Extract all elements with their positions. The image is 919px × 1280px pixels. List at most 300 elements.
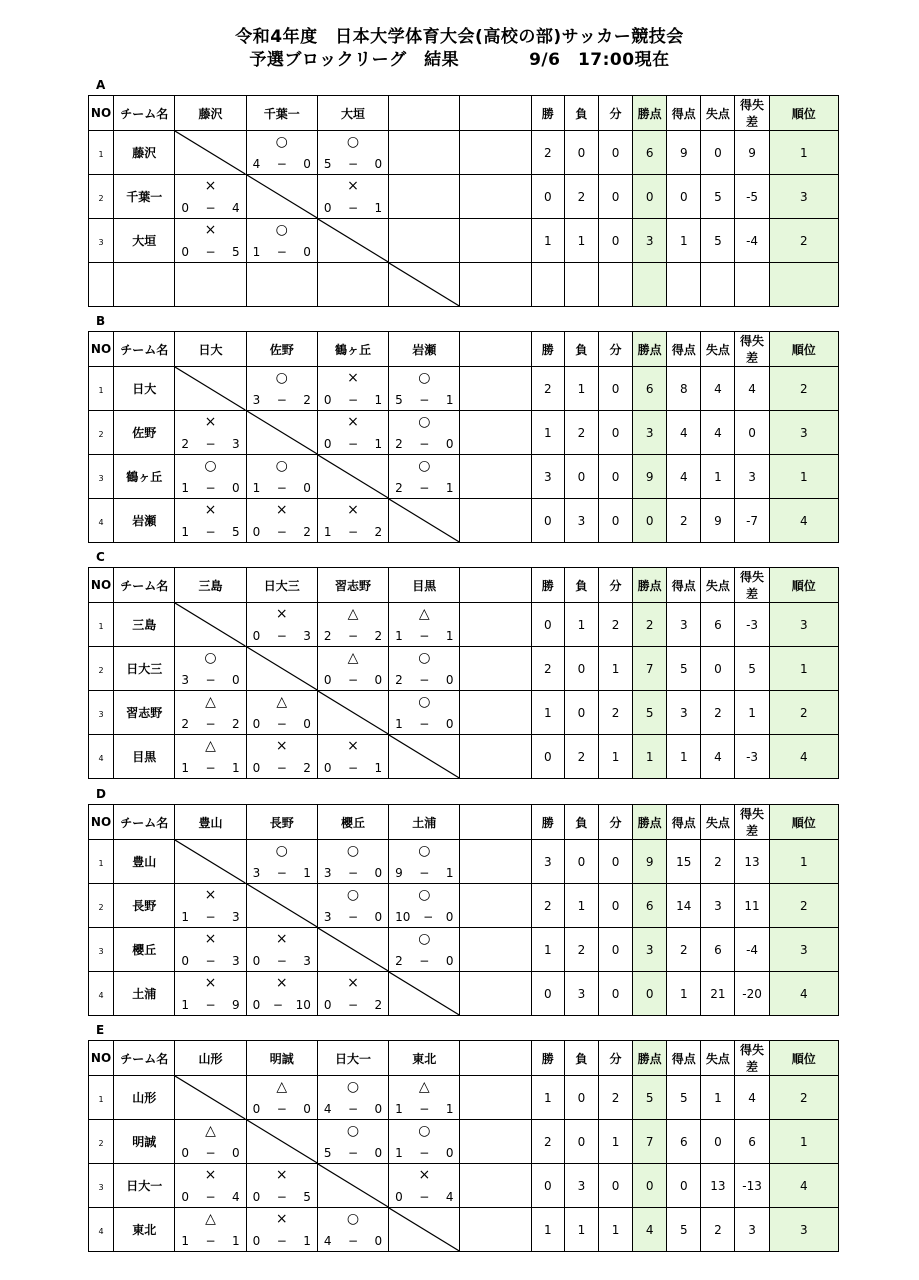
- row-number-text: 4: [98, 1226, 104, 1236]
- header-team: チーム名: [114, 1041, 175, 1076]
- losses: 0: [564, 131, 598, 175]
- score-for: 0: [252, 998, 261, 1012]
- match-result: [317, 411, 388, 455]
- result-mark: ×: [275, 502, 288, 518]
- self-match-cell: [389, 972, 460, 1016]
- goals-for: 5: [667, 647, 701, 691]
- losses: 1: [564, 367, 598, 411]
- team-name: 大垣: [114, 219, 175, 263]
- goals-for: 3: [667, 603, 701, 647]
- goals-for: 0: [667, 175, 701, 219]
- goal-difference: -4: [735, 928, 769, 972]
- header-draw: 分: [598, 805, 632, 840]
- team-name: 目黒: [114, 735, 175, 779]
- header-points: 勝点: [633, 96, 667, 131]
- header-row: [89, 332, 839, 367]
- wins: [531, 263, 564, 307]
- match-result: [389, 884, 460, 928]
- column-gap: [460, 691, 531, 735]
- goal-difference: -4: [735, 219, 769, 263]
- match-result: [317, 263, 388, 307]
- table-row: [89, 263, 839, 307]
- score-dash: −: [205, 481, 216, 495]
- score-for: 0: [252, 1102, 261, 1116]
- header-rank: 順位: [769, 805, 838, 840]
- header-goal-diff: 得失差: [735, 332, 769, 367]
- match-result: [175, 1208, 246, 1252]
- result-mark: △: [205, 1123, 216, 1139]
- team-name: 三島: [114, 603, 175, 647]
- goals-against: 4: [701, 367, 735, 411]
- score-against: 0: [374, 1146, 383, 1160]
- score-dash: −: [272, 998, 283, 1012]
- column-gap: [460, 972, 531, 1016]
- header-opponent: 藤沢: [175, 96, 246, 131]
- score-against: 1: [445, 629, 454, 643]
- match-result: [175, 691, 246, 735]
- goal-difference: 6: [735, 1120, 769, 1164]
- match-result: [317, 884, 388, 928]
- match-result: [389, 691, 460, 735]
- points: 0: [633, 499, 667, 543]
- match-result: [317, 647, 388, 691]
- losses: 2: [564, 928, 598, 972]
- diagonal-line: [389, 972, 459, 1015]
- match-result: [175, 735, 246, 779]
- self-match-cell: [317, 455, 388, 499]
- diagonal-line: [175, 131, 245, 174]
- table-row: [89, 175, 839, 219]
- table-row: [89, 972, 839, 1016]
- match-result: [246, 840, 317, 884]
- score-dash: −: [205, 437, 216, 451]
- points: 6: [633, 884, 667, 928]
- header-win: 勝: [531, 805, 564, 840]
- match-result: [175, 972, 246, 1016]
- match-score: [389, 718, 459, 731]
- score-against: 2: [303, 525, 311, 539]
- score-dash: −: [348, 866, 359, 880]
- self-match-cell: [175, 1076, 246, 1120]
- match-score: [389, 630, 459, 643]
- draws: 0: [598, 455, 632, 499]
- points: 9: [633, 455, 667, 499]
- score-against: 0: [303, 1102, 311, 1116]
- result-mark: ×: [204, 887, 217, 903]
- column-gap: [460, 499, 531, 543]
- team-name: 長野: [114, 884, 175, 928]
- column-gap: [460, 1076, 531, 1120]
- result-mark: ×: [204, 222, 217, 238]
- wins: 1: [531, 411, 564, 455]
- score-dash: −: [348, 1102, 359, 1116]
- row-number-text: 3: [98, 1182, 104, 1192]
- score-dash: −: [419, 1102, 430, 1116]
- table-row: [89, 499, 839, 543]
- self-match-cell: [246, 411, 317, 455]
- result-mark: ○: [418, 458, 431, 474]
- score-for: 1: [323, 525, 332, 539]
- rank: 4: [769, 499, 838, 543]
- table-row: [89, 603, 839, 647]
- header-rank: 順位: [769, 1041, 838, 1076]
- goal-difference: 3: [735, 1208, 769, 1252]
- score-for: 3: [252, 866, 261, 880]
- score-against: 0: [231, 673, 240, 687]
- wins: 2: [531, 1120, 564, 1164]
- column-gap: [460, 884, 531, 928]
- match-result: [389, 411, 460, 455]
- score-against: 0: [445, 954, 454, 968]
- match-result: [175, 499, 246, 543]
- result-mark: ○: [275, 222, 288, 238]
- goal-difference: -3: [735, 735, 769, 779]
- score-against: 0: [374, 157, 383, 171]
- draws: 2: [598, 603, 632, 647]
- losses: 0: [564, 1120, 598, 1164]
- header-no: NO: [89, 1041, 114, 1076]
- team-name: 土浦: [114, 972, 175, 1016]
- score-for: 1: [181, 1234, 189, 1248]
- row-number-text: 2: [98, 665, 104, 675]
- score-against: 0: [231, 1146, 240, 1160]
- goals-against: 0: [701, 131, 735, 175]
- result-mark: ×: [275, 738, 288, 754]
- score-dash: −: [348, 1146, 359, 1160]
- header-rank: 順位: [769, 332, 838, 367]
- match-result: [246, 131, 317, 175]
- diagonal-line: [175, 367, 245, 410]
- wins: 1: [531, 1076, 564, 1120]
- match-result: [246, 367, 317, 411]
- match-score: [175, 911, 245, 924]
- row-number: [89, 840, 114, 884]
- goals-for: 4: [667, 455, 701, 499]
- block-label: C: [96, 550, 105, 564]
- match-result: [389, 1076, 460, 1120]
- header-row: [89, 568, 839, 603]
- score-for: 1: [252, 481, 261, 495]
- points: 6: [633, 131, 667, 175]
- column-gap: [460, 735, 531, 779]
- goal-difference: -13: [735, 1164, 769, 1208]
- rank: 3: [769, 603, 838, 647]
- goals-for: 2: [667, 499, 701, 543]
- table-row: [89, 1208, 839, 1252]
- header-team: チーム名: [114, 568, 175, 603]
- diagonal-line: [247, 175, 317, 218]
- match-score: [318, 394, 388, 407]
- score-for: 0: [181, 245, 189, 259]
- rank: 1: [769, 1120, 838, 1164]
- match-score: [318, 867, 388, 880]
- points: [633, 263, 667, 307]
- losses: 0: [564, 647, 598, 691]
- score-against: 5: [231, 525, 240, 539]
- header-team: チーム名: [114, 332, 175, 367]
- row-number: [89, 928, 114, 972]
- score-against: 3: [231, 437, 240, 451]
- header-goals-for: 得点: [667, 805, 701, 840]
- row-number: [89, 735, 114, 779]
- score-against: 0: [445, 437, 454, 451]
- rank: 3: [769, 928, 838, 972]
- match-result: [246, 1076, 317, 1120]
- header-win: 勝: [531, 1041, 564, 1076]
- goals-for: 1: [667, 972, 701, 1016]
- goal-difference: 9: [735, 131, 769, 175]
- score-against: 2: [374, 998, 383, 1012]
- match-score: [318, 762, 388, 775]
- points: 6: [633, 367, 667, 411]
- score-for: 1: [181, 998, 189, 1012]
- league-table: [88, 804, 839, 1016]
- points: 2: [633, 603, 667, 647]
- header-draw: 分: [598, 332, 632, 367]
- score-dash: −: [419, 393, 430, 407]
- row-number: [89, 131, 114, 175]
- row-number: [89, 1076, 114, 1120]
- match-result: [317, 735, 388, 779]
- result-mark: △: [205, 738, 216, 754]
- score-dash: −: [276, 157, 287, 171]
- row-number: [89, 1164, 114, 1208]
- wins: 1: [531, 1208, 564, 1252]
- team-name: 東北: [114, 1208, 175, 1252]
- score-for: 1: [181, 525, 189, 539]
- row-number-text: 2: [98, 429, 104, 439]
- header-opponent: 櫻丘: [317, 805, 388, 840]
- diagonal-line: [318, 691, 388, 734]
- team-name: 佐野: [114, 411, 175, 455]
- score-for: 2: [181, 437, 189, 451]
- row-number-text: 4: [98, 753, 104, 763]
- result-mark: ○: [346, 887, 360, 903]
- match-result: [246, 499, 317, 543]
- score-dash: −: [348, 910, 359, 924]
- result-mark: ×: [204, 414, 217, 430]
- result-mark: ○: [275, 370, 288, 386]
- losses: 2: [564, 175, 598, 219]
- goals-for: 8: [667, 367, 701, 411]
- result-mark: ○: [346, 1079, 360, 1095]
- score-against: 1: [445, 481, 454, 495]
- match-score: [175, 202, 245, 215]
- header-loss: 負: [564, 568, 598, 603]
- score-dash: −: [419, 437, 430, 451]
- match-score: [175, 674, 245, 687]
- page-title: 令和4年度 日本大学体育大会(高校の部)サッカー競技会: [235, 27, 684, 47]
- goals-for: [667, 263, 701, 307]
- losses: 0: [564, 455, 598, 499]
- match-result: [246, 1164, 317, 1208]
- match-score: [389, 482, 459, 495]
- header-opponent: 佐野: [246, 332, 317, 367]
- header-goals-for: 得点: [667, 568, 701, 603]
- goals-against: 0: [701, 647, 735, 691]
- result-mark: ×: [275, 1167, 288, 1183]
- goals-against: 2: [701, 691, 735, 735]
- match-result: [389, 603, 460, 647]
- goals-for: 1: [667, 735, 701, 779]
- column-gap: [460, 1120, 531, 1164]
- score-for: 0: [395, 1190, 403, 1204]
- row-number: [89, 972, 114, 1016]
- header-goals-against: 失点: [701, 805, 735, 840]
- match-result: [175, 928, 246, 972]
- losses: 1: [564, 219, 598, 263]
- team-name: 千葉一: [114, 175, 175, 219]
- league-table: [88, 1040, 839, 1252]
- draws: [598, 263, 632, 307]
- match-score: [175, 762, 245, 775]
- match-score: [175, 438, 245, 451]
- team-name: 豊山: [114, 840, 175, 884]
- header-points: 勝点: [633, 568, 667, 603]
- diagonal-line: [247, 411, 317, 454]
- score-dash: −: [276, 717, 287, 731]
- header-row: [89, 805, 839, 840]
- result-mark: ○: [275, 134, 288, 150]
- score-against: 2: [303, 393, 311, 407]
- match-score: [247, 394, 317, 407]
- self-match-cell: [389, 735, 460, 779]
- score-dash: −: [348, 525, 359, 539]
- goals-against: 0: [701, 1120, 735, 1164]
- goals-against: 1: [701, 1076, 735, 1120]
- result-mark: ○: [275, 843, 288, 859]
- match-result: [389, 131, 460, 175]
- header-opponent: 目黒: [389, 568, 460, 603]
- column-gap: [460, 1041, 531, 1076]
- row-number: [89, 1120, 114, 1164]
- match-result: [175, 219, 246, 263]
- match-result: [317, 1208, 388, 1252]
- row-number: [89, 219, 114, 263]
- score-dash: −: [205, 717, 216, 731]
- table-row: [89, 367, 839, 411]
- score-against: 10: [295, 998, 311, 1012]
- result-mark: △: [418, 1079, 430, 1095]
- points: 1: [633, 735, 667, 779]
- score-against: 0: [374, 866, 383, 880]
- self-match-cell: [389, 1208, 460, 1252]
- score-against: 1: [231, 761, 240, 775]
- header-goal-diff: 得失差: [735, 96, 769, 131]
- rank: 4: [769, 972, 838, 1016]
- header-goals-against: 失点: [701, 332, 735, 367]
- score-dash: −: [348, 201, 359, 215]
- match-result: [175, 1120, 246, 1164]
- draws: 2: [598, 1076, 632, 1120]
- league-table: [88, 95, 839, 307]
- column-gap: [460, 263, 531, 307]
- self-match-cell: [246, 175, 317, 219]
- wins: 2: [531, 131, 564, 175]
- goal-difference: 4: [735, 367, 769, 411]
- column-gap: [460, 568, 531, 603]
- row-number-text: 2: [98, 193, 104, 203]
- match-score: [318, 1103, 388, 1116]
- match-score: [318, 438, 388, 451]
- row-number-text: 1: [98, 385, 104, 395]
- score-dash: −: [276, 954, 287, 968]
- score-for: 2: [395, 954, 403, 968]
- self-match-cell: [246, 1120, 317, 1164]
- table-row: [89, 884, 839, 928]
- table-row: [89, 928, 839, 972]
- result-mark: △: [276, 1079, 288, 1095]
- header-draw: 分: [598, 568, 632, 603]
- rank: 3: [769, 1208, 838, 1252]
- score-dash: −: [205, 1234, 216, 1248]
- goals-for: 6: [667, 1120, 701, 1164]
- score-for: 0: [181, 1190, 189, 1204]
- table-row: [89, 411, 839, 455]
- result-mark: ○: [418, 1123, 431, 1139]
- match-result: [175, 411, 246, 455]
- score-against: 0: [445, 910, 454, 924]
- draws: 0: [598, 884, 632, 928]
- column-gap: [460, 455, 531, 499]
- match-result: [317, 499, 388, 543]
- score-against: 0: [303, 717, 311, 731]
- score-dash: −: [205, 245, 216, 259]
- header-opponent: 明誠: [246, 1041, 317, 1076]
- draws: 0: [598, 219, 632, 263]
- self-match-cell: [246, 647, 317, 691]
- match-result: [389, 1120, 460, 1164]
- team-name: 岩瀬: [114, 499, 175, 543]
- goals-against: 5: [701, 175, 735, 219]
- match-score: [389, 1191, 459, 1204]
- match-result: [175, 455, 246, 499]
- wins: 0: [531, 972, 564, 1016]
- rank: 1: [769, 455, 838, 499]
- match-score: [318, 911, 388, 924]
- table-row: [89, 455, 839, 499]
- column-gap: [460, 131, 531, 175]
- rank: 1: [769, 131, 838, 175]
- score-against: 0: [303, 481, 311, 495]
- result-mark: ×: [204, 178, 217, 194]
- diagonal-line: [389, 1208, 459, 1251]
- draws: 0: [598, 1164, 632, 1208]
- score-against: 1: [374, 437, 383, 451]
- score-for: 1: [395, 1102, 403, 1116]
- self-match-cell: [317, 928, 388, 972]
- column-gap: [460, 805, 531, 840]
- score-for: 0: [181, 954, 189, 968]
- self-match-cell: [389, 499, 460, 543]
- score-for: 0: [323, 437, 332, 451]
- losses: [564, 263, 598, 307]
- score-against: 1: [445, 866, 454, 880]
- match-result: [317, 972, 388, 1016]
- goals-against: 13: [701, 1164, 735, 1208]
- team-name: 日大: [114, 367, 175, 411]
- score-for: 5: [323, 157, 332, 171]
- goals-against: 6: [701, 603, 735, 647]
- draws: 0: [598, 367, 632, 411]
- match-score: [175, 1235, 245, 1248]
- match-score: [247, 482, 317, 495]
- table-row: [89, 735, 839, 779]
- header-opponent: 岩瀬: [389, 332, 460, 367]
- header-opponent: 山形: [175, 1041, 246, 1076]
- header-win: 勝: [531, 332, 564, 367]
- score-dash: −: [348, 393, 359, 407]
